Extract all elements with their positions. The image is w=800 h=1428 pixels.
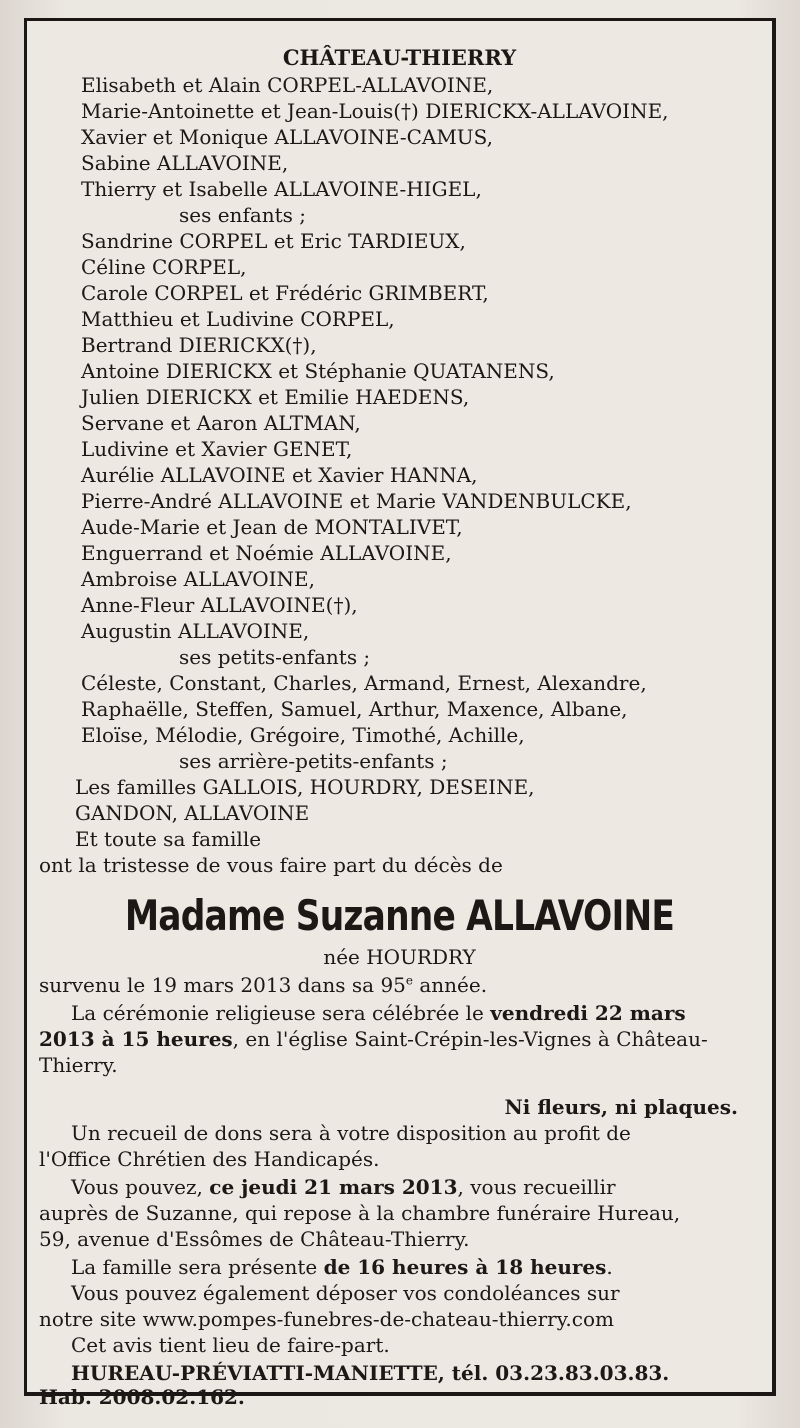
- family-line: Ludivine et Xavier GENET,: [81, 437, 353, 461]
- no-flowers: Ni fleurs, ni plaques.: [504, 1095, 738, 1119]
- relation-label: ses enfants ;: [179, 203, 307, 227]
- visit-line-1: Vous pouvez, ce jeudi 21 mars 2013, vous recueillir: [71, 1175, 616, 1199]
- donation-line-2: l'Office Chrétien des Handicapés.: [39, 1147, 380, 1171]
- ceremony-line-3: Thierry.: [39, 1053, 118, 1077]
- ceremony-line-2: 2013 à 15 heures, en l'église Saint-Crépin-les-Vignes à Château-: [39, 1027, 708, 1051]
- visit-line-3: 59, avenue d'Essômes de Château-Thierry.: [39, 1227, 470, 1251]
- family-line: Bertrand DIERICKX(†),: [81, 333, 317, 357]
- family-line: Céleste, Constant, Charles, Armand, Ernest, Alexandre,: [81, 671, 647, 695]
- relation-label: ses arrière-petits-enfants ;: [179, 749, 448, 773]
- family-line: Ambroise ALLAVOINE,: [81, 567, 315, 591]
- family-line: Céline CORPEL,: [81, 255, 247, 279]
- family-line: Raphaëlle, Steffen, Samuel, Arthur, Maxence, Albane,: [81, 697, 628, 721]
- family-line: Pierre-André ALLAVOINE et Marie VANDENBULCKE,: [81, 489, 632, 513]
- family-line: Sabine ALLAVOINE,: [81, 151, 289, 175]
- family-line: Augustin ALLAVOINE,: [81, 619, 310, 643]
- family-presence: La famille sera présente de 16 heures à 18 heures.: [71, 1255, 613, 1279]
- maiden-name: née HOURDRY: [323, 945, 476, 969]
- ceremony-line-1: La cérémonie religieuse sera célébrée le vendredi 22 mars: [71, 1001, 686, 1025]
- family-line: Julien DIERICKX et Emilie HAEDENS,: [81, 385, 470, 409]
- town-heading: CHÂTEAU-THIERRY: [282, 45, 517, 70]
- obituary-notice: [24, 18, 776, 1409]
- family-line: Thierry et Isabelle ALLAVOINE-HIGEL,: [81, 177, 482, 201]
- family-line: Marie-Antoinette et Jean-Louis(†) DIERICKX-ALLAVOINE,: [81, 99, 669, 123]
- family-line: Et toute sa famille: [75, 827, 262, 851]
- condolence-line-2: notre site www.pompes-funebres-de-chateau-thierry.com: [39, 1307, 614, 1331]
- family-line: Matthieu et Ludivine CORPEL,: [81, 307, 395, 331]
- family-line: Eloïse, Mélodie, Grégoire, Timothé, Achille,: [81, 723, 525, 747]
- family-line: Anne-Fleur ALLAVOINE(†),: [81, 593, 358, 617]
- funeral-home: HUREAU-PRÉVIATTI-MANIETTE, tél. 03.23.83.03.83.: [71, 1361, 670, 1385]
- deceased-name: Madame Suzanne ALLAVOINE: [124, 891, 675, 940]
- relation-label: ses petits-enfants ;: [179, 645, 371, 669]
- family-line: GANDON, ALLAVOINE: [75, 801, 310, 825]
- notice-statement: Cet avis tient lieu de faire-part.: [71, 1333, 390, 1357]
- family-line: Les familles GALLOIS, HOURDRY, DESEINE,: [75, 775, 535, 799]
- family-line: Elisabeth et Alain CORPEL-ALLAVOINE,: [81, 73, 494, 97]
- license-number: Hab. 2008.02.162.: [39, 1385, 245, 1409]
- family-line: Antoine DIERICKX et Stéphanie QUATANENS,: [81, 359, 555, 383]
- family-line: Aurélie ALLAVOINE et Xavier HANNA,: [81, 463, 478, 487]
- family-line: Enguerrand et Noémie ALLAVOINE,: [81, 541, 452, 565]
- family-line: Aude-Marie et Jean de MONTALIVET,: [81, 515, 463, 539]
- family-line: Xavier et Monique ALLAVOINE-CAMUS,: [81, 125, 494, 149]
- family-line: Servane et Aaron ALTMAN,: [81, 411, 361, 435]
- condolence-line-1: Vous pouvez également déposer vos condoléances sur: [71, 1281, 620, 1305]
- donation-line-1: Un recueil de dons sera à votre disposition au profit de: [71, 1121, 631, 1145]
- announcement: ont la tristesse de vous faire part du décès de: [39, 853, 503, 877]
- death-date: survenu le 19 mars 2013 dans sa 95e année.: [39, 973, 488, 997]
- family-line: Carole CORPEL et Frédéric GRIMBERT,: [81, 281, 489, 305]
- visit-line-2: auprès de Suzanne, qui repose à la chambre funéraire Hureau,: [39, 1201, 681, 1225]
- family-line: Sandrine CORPEL et Eric TARDIEUX,: [81, 229, 466, 253]
